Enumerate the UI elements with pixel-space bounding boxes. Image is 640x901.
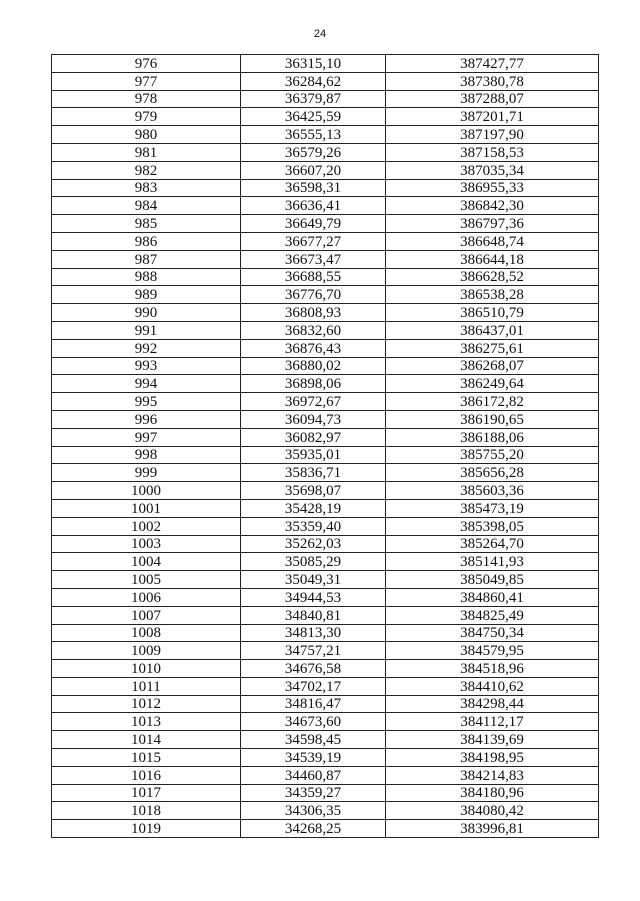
y-coordinate-cell: 384518,96	[386, 660, 599, 678]
point-number-cell: 990	[52, 304, 241, 322]
point-number-cell: 993	[52, 357, 241, 375]
point-number-cell: 1007	[52, 606, 241, 624]
y-coordinate-cell: 384112,17	[386, 713, 599, 731]
table-row	[52, 749, 599, 767]
coordinates-table	[51, 54, 599, 838]
y-coordinate-cell: 387427,77	[386, 55, 599, 73]
point-number-cell: 1016	[52, 766, 241, 784]
point-number-cell: 985	[52, 215, 241, 233]
y-coordinate-cell: 384214,83	[386, 766, 599, 784]
table-row	[52, 784, 599, 802]
table-row	[52, 410, 599, 428]
point-number-cell: 988	[52, 268, 241, 286]
point-number-cell: 1002	[52, 517, 241, 535]
x-coordinate-cell: 36598,31	[241, 179, 386, 197]
y-coordinate-cell: 384860,41	[386, 588, 599, 606]
y-coordinate-cell: 384825,49	[386, 606, 599, 624]
point-number-cell: 978	[52, 90, 241, 108]
table-row	[52, 731, 599, 749]
x-coordinate-cell: 35935,01	[241, 446, 386, 464]
table-row	[52, 393, 599, 411]
x-coordinate-cell: 36649,79	[241, 215, 386, 233]
y-coordinate-cell: 386628,52	[386, 268, 599, 286]
y-coordinate-cell: 386275,61	[386, 339, 599, 357]
point-number-cell: 994	[52, 375, 241, 393]
x-coordinate-cell: 35698,07	[241, 482, 386, 500]
y-coordinate-cell: 387158,53	[386, 143, 599, 161]
point-number-cell: 1017	[52, 784, 241, 802]
table-row	[52, 108, 599, 126]
point-number-cell: 987	[52, 250, 241, 268]
point-number-cell: 1009	[52, 642, 241, 660]
x-coordinate-cell: 36094,73	[241, 410, 386, 428]
point-number-cell: 1012	[52, 695, 241, 713]
x-coordinate-cell: 35428,19	[241, 499, 386, 517]
table-row	[52, 482, 599, 500]
point-number-cell: 1011	[52, 677, 241, 695]
point-number-cell: 984	[52, 197, 241, 215]
y-coordinate-cell: 385656,28	[386, 464, 599, 482]
x-coordinate-cell: 34816,47	[241, 695, 386, 713]
x-coordinate-cell: 35262,03	[241, 535, 386, 553]
y-coordinate-cell: 386268,07	[386, 357, 599, 375]
y-coordinate-cell: 385141,93	[386, 553, 599, 571]
table-row	[52, 517, 599, 535]
y-coordinate-cell: 385264,70	[386, 535, 599, 553]
point-number-cell: 1015	[52, 749, 241, 767]
x-coordinate-cell: 36315,10	[241, 55, 386, 73]
x-coordinate-cell: 36688,55	[241, 268, 386, 286]
y-coordinate-cell: 386644,18	[386, 250, 599, 268]
point-number-cell: 997	[52, 428, 241, 446]
point-number-cell: 998	[52, 446, 241, 464]
table-row	[52, 321, 599, 339]
y-coordinate-cell: 386437,01	[386, 321, 599, 339]
x-coordinate-cell: 36776,70	[241, 286, 386, 304]
point-number-cell: 999	[52, 464, 241, 482]
point-number-cell: 992	[52, 339, 241, 357]
table-row	[52, 606, 599, 624]
point-number-cell: 1014	[52, 731, 241, 749]
x-coordinate-cell: 34813,30	[241, 624, 386, 642]
x-coordinate-cell: 34598,45	[241, 731, 386, 749]
x-coordinate-cell: 35359,40	[241, 517, 386, 535]
table-row	[52, 268, 599, 286]
table-row	[52, 588, 599, 606]
table-row	[52, 250, 599, 268]
y-coordinate-cell: 383996,81	[386, 820, 599, 838]
y-coordinate-cell: 386842,30	[386, 197, 599, 215]
point-number-cell: 996	[52, 410, 241, 428]
y-coordinate-cell: 386172,82	[386, 393, 599, 411]
table-row	[52, 357, 599, 375]
x-coordinate-cell: 34460,87	[241, 766, 386, 784]
point-number-cell: 1001	[52, 499, 241, 517]
x-coordinate-cell: 34359,27	[241, 784, 386, 802]
point-number-cell: 1004	[52, 553, 241, 571]
table-row	[52, 571, 599, 589]
y-coordinate-cell: 384080,42	[386, 802, 599, 820]
table-row	[52, 161, 599, 179]
point-number-cell: 1013	[52, 713, 241, 731]
y-coordinate-cell: 387197,90	[386, 126, 599, 144]
x-coordinate-cell: 34676,58	[241, 660, 386, 678]
table-row	[52, 179, 599, 197]
coordinates-table-body	[52, 55, 599, 838]
point-number-cell: 1003	[52, 535, 241, 553]
table-row	[52, 713, 599, 731]
table-row	[52, 677, 599, 695]
table-row	[52, 464, 599, 482]
table-row	[52, 55, 599, 73]
point-number-cell: 1005	[52, 571, 241, 589]
x-coordinate-cell: 36832,60	[241, 321, 386, 339]
x-coordinate-cell: 36082,97	[241, 428, 386, 446]
y-coordinate-cell: 384198,95	[386, 749, 599, 767]
point-number-cell: 989	[52, 286, 241, 304]
table-row	[52, 553, 599, 571]
point-number-cell: 991	[52, 321, 241, 339]
x-coordinate-cell: 36284,62	[241, 72, 386, 90]
x-coordinate-cell: 34840,81	[241, 606, 386, 624]
x-coordinate-cell: 34306,35	[241, 802, 386, 820]
x-coordinate-cell: 36677,27	[241, 232, 386, 250]
x-coordinate-cell: 34702,17	[241, 677, 386, 695]
y-coordinate-cell: 386955,33	[386, 179, 599, 197]
point-number-cell: 982	[52, 161, 241, 179]
table-row	[52, 660, 599, 678]
point-number-cell: 976	[52, 55, 241, 73]
point-number-cell: 1019	[52, 820, 241, 838]
table-row	[52, 90, 599, 108]
y-coordinate-cell: 386510,79	[386, 304, 599, 322]
y-coordinate-cell: 387288,07	[386, 90, 599, 108]
table-row	[52, 339, 599, 357]
table-row	[52, 72, 599, 90]
point-number-cell: 995	[52, 393, 241, 411]
y-coordinate-cell: 384139,69	[386, 731, 599, 749]
y-coordinate-cell: 387201,71	[386, 108, 599, 126]
y-coordinate-cell: 385049,85	[386, 571, 599, 589]
x-coordinate-cell: 36607,20	[241, 161, 386, 179]
table-row	[52, 126, 599, 144]
x-coordinate-cell: 35049,31	[241, 571, 386, 589]
x-coordinate-cell: 36880,02	[241, 357, 386, 375]
x-coordinate-cell: 35836,71	[241, 464, 386, 482]
point-number-cell: 980	[52, 126, 241, 144]
table-row	[52, 766, 599, 784]
y-coordinate-cell: 386797,36	[386, 215, 599, 233]
y-coordinate-cell: 384298,44	[386, 695, 599, 713]
x-coordinate-cell: 34944,53	[241, 588, 386, 606]
x-coordinate-cell: 34757,21	[241, 642, 386, 660]
table-row	[52, 143, 599, 161]
table-row	[52, 642, 599, 660]
x-coordinate-cell: 36876,43	[241, 339, 386, 357]
table-row	[52, 820, 599, 838]
y-coordinate-cell: 387035,34	[386, 161, 599, 179]
page-number: 24	[313, 28, 327, 40]
y-coordinate-cell: 384410,62	[386, 677, 599, 695]
x-coordinate-cell: 34268,25	[241, 820, 386, 838]
table-row	[52, 446, 599, 464]
table-row	[52, 197, 599, 215]
y-coordinate-cell: 386538,28	[386, 286, 599, 304]
x-coordinate-cell: 36972,67	[241, 393, 386, 411]
point-number-cell: 1008	[52, 624, 241, 642]
y-coordinate-cell: 386648,74	[386, 232, 599, 250]
table-row	[52, 695, 599, 713]
table-row	[52, 428, 599, 446]
y-coordinate-cell: 385755,20	[386, 446, 599, 464]
y-coordinate-cell: 386190,65	[386, 410, 599, 428]
y-coordinate-cell: 385473,19	[386, 499, 599, 517]
x-coordinate-cell: 36579,26	[241, 143, 386, 161]
x-coordinate-cell: 36379,87	[241, 90, 386, 108]
x-coordinate-cell: 34673,60	[241, 713, 386, 731]
x-coordinate-cell: 36555,13	[241, 126, 386, 144]
point-number-cell: 986	[52, 232, 241, 250]
x-coordinate-cell: 36636,41	[241, 197, 386, 215]
y-coordinate-cell: 387380,78	[386, 72, 599, 90]
x-coordinate-cell: 36673,47	[241, 250, 386, 268]
y-coordinate-cell: 384579,95	[386, 642, 599, 660]
point-number-cell: 1006	[52, 588, 241, 606]
table-row	[52, 499, 599, 517]
point-number-cell: 1010	[52, 660, 241, 678]
point-number-cell: 983	[52, 179, 241, 197]
x-coordinate-cell: 36898,06	[241, 375, 386, 393]
point-number-cell: 979	[52, 108, 241, 126]
y-coordinate-cell: 385398,05	[386, 517, 599, 535]
y-coordinate-cell: 384180,96	[386, 784, 599, 802]
point-number-cell: 1000	[52, 482, 241, 500]
y-coordinate-cell: 386249,64	[386, 375, 599, 393]
point-number-cell: 977	[52, 72, 241, 90]
x-coordinate-cell: 34539,19	[241, 749, 386, 767]
y-coordinate-cell: 386188,06	[386, 428, 599, 446]
table-row	[52, 375, 599, 393]
table-row	[52, 215, 599, 233]
x-coordinate-cell: 35085,29	[241, 553, 386, 571]
y-coordinate-cell: 384750,34	[386, 624, 599, 642]
table-row	[52, 802, 599, 820]
table-row	[52, 624, 599, 642]
table-row	[52, 232, 599, 250]
y-coordinate-cell: 385603,36	[386, 482, 599, 500]
table-row	[52, 286, 599, 304]
table-row	[52, 304, 599, 322]
x-coordinate-cell: 36425,59	[241, 108, 386, 126]
table-row	[52, 535, 599, 553]
point-number-cell: 1018	[52, 802, 241, 820]
point-number-cell: 981	[52, 143, 241, 161]
x-coordinate-cell: 36808,93	[241, 304, 386, 322]
